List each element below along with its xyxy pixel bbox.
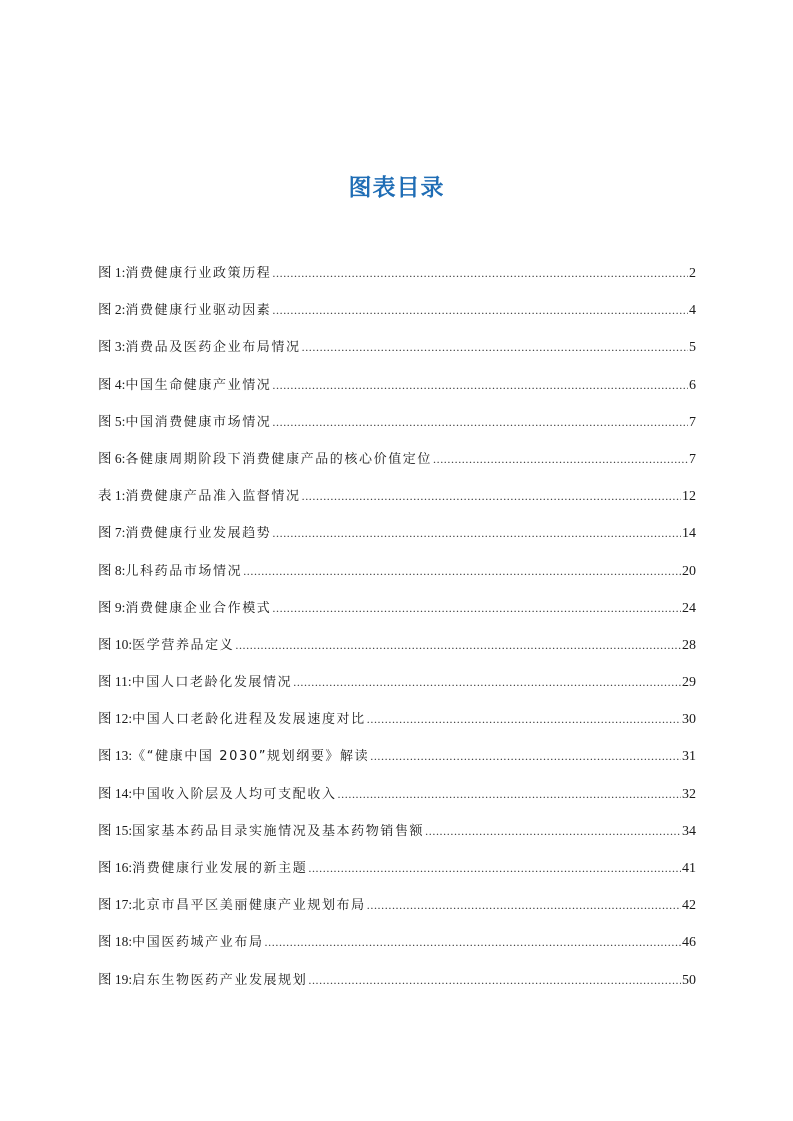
toc-entry-page: 2	[689, 266, 696, 281]
toc-entry[interactable]	[98, 932, 696, 969]
toc-entry-page: 6	[689, 377, 696, 393]
toc-entry-page: 7	[689, 451, 696, 467]
toc-entry[interactable]	[98, 300, 696, 337]
toc-entry[interactable]	[98, 523, 696, 560]
toc-entry-label: 图 6:	[98, 450, 126, 466]
table-of-figures	[98, 263, 696, 1007]
page-title: 图表目录	[348, 175, 445, 201]
toc-entry[interactable]	[98, 821, 696, 858]
toc-entry-page: 32	[682, 786, 696, 802]
toc-entry-title: 北京市昌平区美丽健康产业规划布局	[132, 898, 366, 914]
toc-entry[interactable]	[98, 449, 696, 486]
toc-entry[interactable]	[98, 486, 696, 523]
toc-leader-dots	[272, 598, 681, 618]
toc-entry-label: 图 14:	[98, 785, 133, 801]
toc-leader-dots	[308, 970, 681, 990]
toc-entry-label: 图 11:	[98, 674, 132, 690]
toc-entry-page: 41	[682, 861, 696, 876]
toc-entry-label: 图 16:	[98, 860, 133, 875]
toc-entry-label: 图 19:	[98, 971, 133, 987]
toc-leader-dots	[302, 337, 688, 357]
toc-leader-dots	[302, 486, 681, 506]
toc-entry-title: 中国医药城产业布局	[132, 935, 264, 951]
toc-entry-title: 启东生物医药产业发展规划	[132, 972, 308, 988]
toc-leader-dots	[370, 746, 681, 766]
toc-entry[interactable]	[98, 263, 696, 300]
toc-entry[interactable]	[98, 598, 696, 635]
toc-leader-dots	[235, 635, 681, 655]
toc-leader-dots	[433, 449, 688, 469]
toc-entry-title: 消费健康产品准入监督情况	[125, 489, 301, 505]
toc-entry-title: 中国消费健康市场情况	[125, 414, 272, 430]
toc-entry-label: 图 5:	[98, 413, 126, 429]
toc-entry[interactable]	[98, 337, 696, 374]
toc-entry-page: 50	[682, 972, 696, 988]
toc-leader-dots	[272, 300, 688, 320]
toc-entry-label: 图 18:	[98, 934, 133, 950]
toc-entry[interactable]	[98, 970, 696, 1007]
toc-leader-dots	[425, 821, 681, 841]
toc-entry-label: 图 8:	[98, 562, 126, 578]
toc-entry-title: 消费健康行业政策历程	[125, 266, 272, 281]
toc-entry-page: 4	[689, 303, 696, 319]
toc-entry-title: 消费品及医药企业布局情况	[125, 340, 301, 356]
toc-leader-dots	[338, 784, 681, 804]
toc-entry-title: 中国人口老龄化进程及发展速度对比	[132, 712, 366, 728]
toc-entry[interactable]	[98, 375, 696, 412]
toc-entry-title: 中国收入阶层及人均可支配收入	[132, 786, 337, 802]
toc-leader-dots	[272, 263, 688, 283]
toc-leader-dots	[272, 375, 688, 395]
toc-entry-label: 图 4:	[98, 376, 126, 392]
toc-entry-label: 图 13:	[98, 748, 133, 764]
toc-entry-page: 7	[689, 414, 696, 430]
toc-leader-dots	[367, 895, 681, 915]
toc-entry-title: 国家基本药品目录实施情况及基本药物销售额	[132, 823, 425, 839]
toc-entry-page: 14	[682, 526, 696, 542]
toc-entry-page: 46	[682, 935, 696, 951]
toc-entry-title: 消费健康行业驱动因素	[125, 303, 272, 319]
toc-entry-label: 图 3:	[98, 339, 126, 355]
toc-entry-label: 图 12:	[98, 711, 133, 727]
toc-leader-dots	[265, 932, 681, 952]
toc-entry-label: 图 7:	[98, 525, 126, 541]
toc-entry-title: 《“健康中国 2030”规划纲要》解读	[132, 749, 370, 765]
toc-entry-page: 28	[682, 637, 696, 653]
toc-entry-title: 中国生命健康产业情况	[125, 377, 272, 393]
toc-entry-page: 34	[682, 823, 696, 839]
toc-entry-title: 儿科药品市场情况	[125, 563, 243, 579]
toc-entry-title: 医学营养品定义	[132, 637, 235, 653]
toc-entry-page: 29	[682, 675, 696, 691]
toc-entry-title: 各健康周期阶段下消费健康产品的核心价值定位	[125, 451, 432, 467]
toc-entry-title: 消费健康企业合作模式	[125, 600, 272, 616]
toc-entry-label: 图 1:	[98, 265, 126, 280]
toc-entry-page: 24	[682, 600, 696, 616]
toc-entry-label: 表 1:	[98, 488, 126, 504]
toc-leader-dots	[272, 412, 688, 432]
toc-entry[interactable]	[98, 709, 696, 746]
toc-entry-page: 31	[682, 749, 696, 765]
toc-entry-label: 图 17:	[98, 897, 133, 913]
toc-entry-label: 图 10:	[98, 636, 133, 652]
toc-leader-dots	[308, 858, 681, 878]
toc-entry-page: 30	[682, 712, 696, 728]
toc-leader-dots	[243, 561, 681, 581]
toc-entry-label: 图 9:	[98, 599, 126, 615]
toc-entry[interactable]	[98, 412, 696, 449]
toc-entry-title: 消费健康行业发展趋势	[125, 526, 272, 542]
toc-entry[interactable]	[98, 746, 696, 783]
toc-entry-title: 消费健康行业发展的新主题	[132, 861, 308, 876]
toc-entry-label: 图 15:	[98, 822, 133, 838]
toc-entry-page: 20	[682, 563, 696, 579]
toc-leader-dots	[367, 709, 681, 729]
toc-leader-dots	[272, 523, 681, 543]
toc-entry[interactable]	[98, 895, 696, 932]
toc-entry[interactable]	[98, 672, 696, 709]
toc-entry[interactable]	[98, 561, 696, 598]
toc-entry-page: 12	[682, 489, 696, 505]
toc-entry[interactable]	[98, 635, 696, 672]
toc-entry-title: 中国人口老龄化发展情况	[131, 675, 293, 691]
toc-entry-label: 图 2:	[98, 302, 126, 318]
toc-entry[interactable]	[98, 784, 696, 821]
toc-entry[interactable]	[98, 858, 696, 895]
toc-entry-page: 5	[689, 340, 696, 356]
toc-leader-dots	[293, 672, 681, 692]
toc-entry-page: 42	[682, 898, 696, 914]
